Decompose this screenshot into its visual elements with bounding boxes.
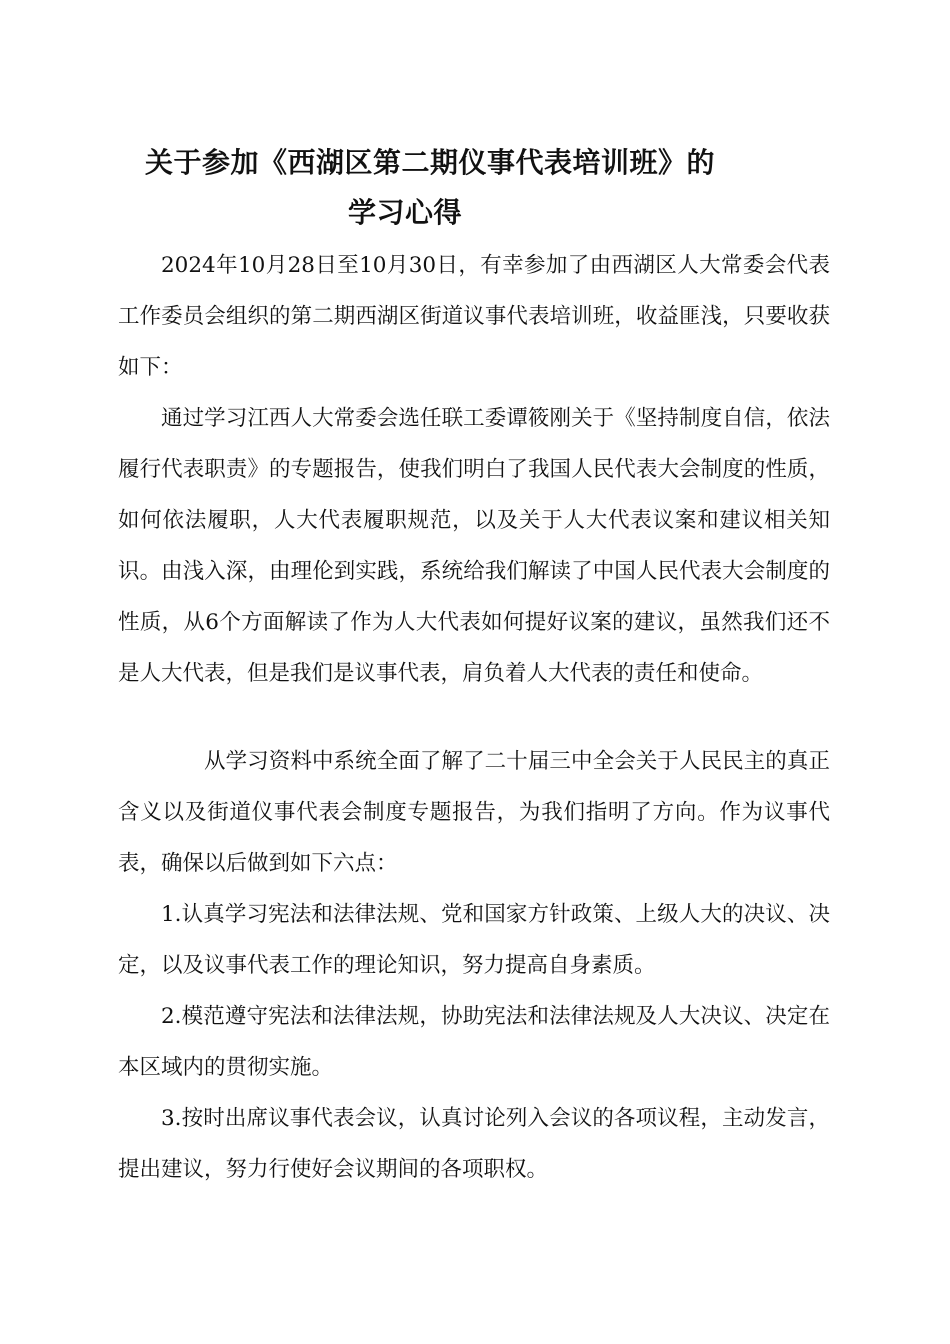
list-item-1: 1.认真学习宪法和法律法规、党和国家方针政策、上级人大的决议、决定，以及议事代表工作的理论知识，努力提高自身素质。 xyxy=(118,902,830,978)
paragraph-intro: 2024年10月28日至10月30日，有幸参加了由西湖区人大常委会代表工作委员会组织的第二期西湖区街道议事代表培训班，收益匪浅，只要收获如下： xyxy=(118,253,830,380)
list-item-2: 2.模范遵守宪法和法律法规，协助宪法和法律法规及人大决议、决定在本区域内的贯彻实施。 xyxy=(118,1004,830,1080)
paragraph-report-study: 通过学习江西人大常委会选任联工委谭筱刚关于《坚持制度自信，依法履行代表职责》的专题报告，使我们明白了我国人民代表大会制度的性质，如何依法履职，人大代表履职规范，以及关于人大代表议案和建议相关知识。由浅入深，由理伦到实践，系统给我们解读了中国人民代表大会制度的性质，从6个方面解读了作为人大代表如何提好议案的建议，虽然我们还不是人大代表，但是我们是议事代表，肩负着人大代表的责任和使命。 xyxy=(118,406,830,686)
document-title-line-1: 关于参加《西湖区第二期仪事代表培训班》的 xyxy=(145,146,716,179)
list-item-3: 3.按时出席议事代表会议，认真讨论列入会议的各项议程，主动发言，提出建议，努力行使好会议期间的各项职权。 xyxy=(118,1106,830,1182)
document-title-line-2: 学习心得 xyxy=(348,196,463,229)
paragraph-materials-study: 从学习资料中系统全面了解了二十届三中全会关于人民民主的真正含义以及街道仪事代表会制度专题报告，为我们指明了方向。作为议事代表，确保以后做到如下六点： xyxy=(118,749,830,876)
